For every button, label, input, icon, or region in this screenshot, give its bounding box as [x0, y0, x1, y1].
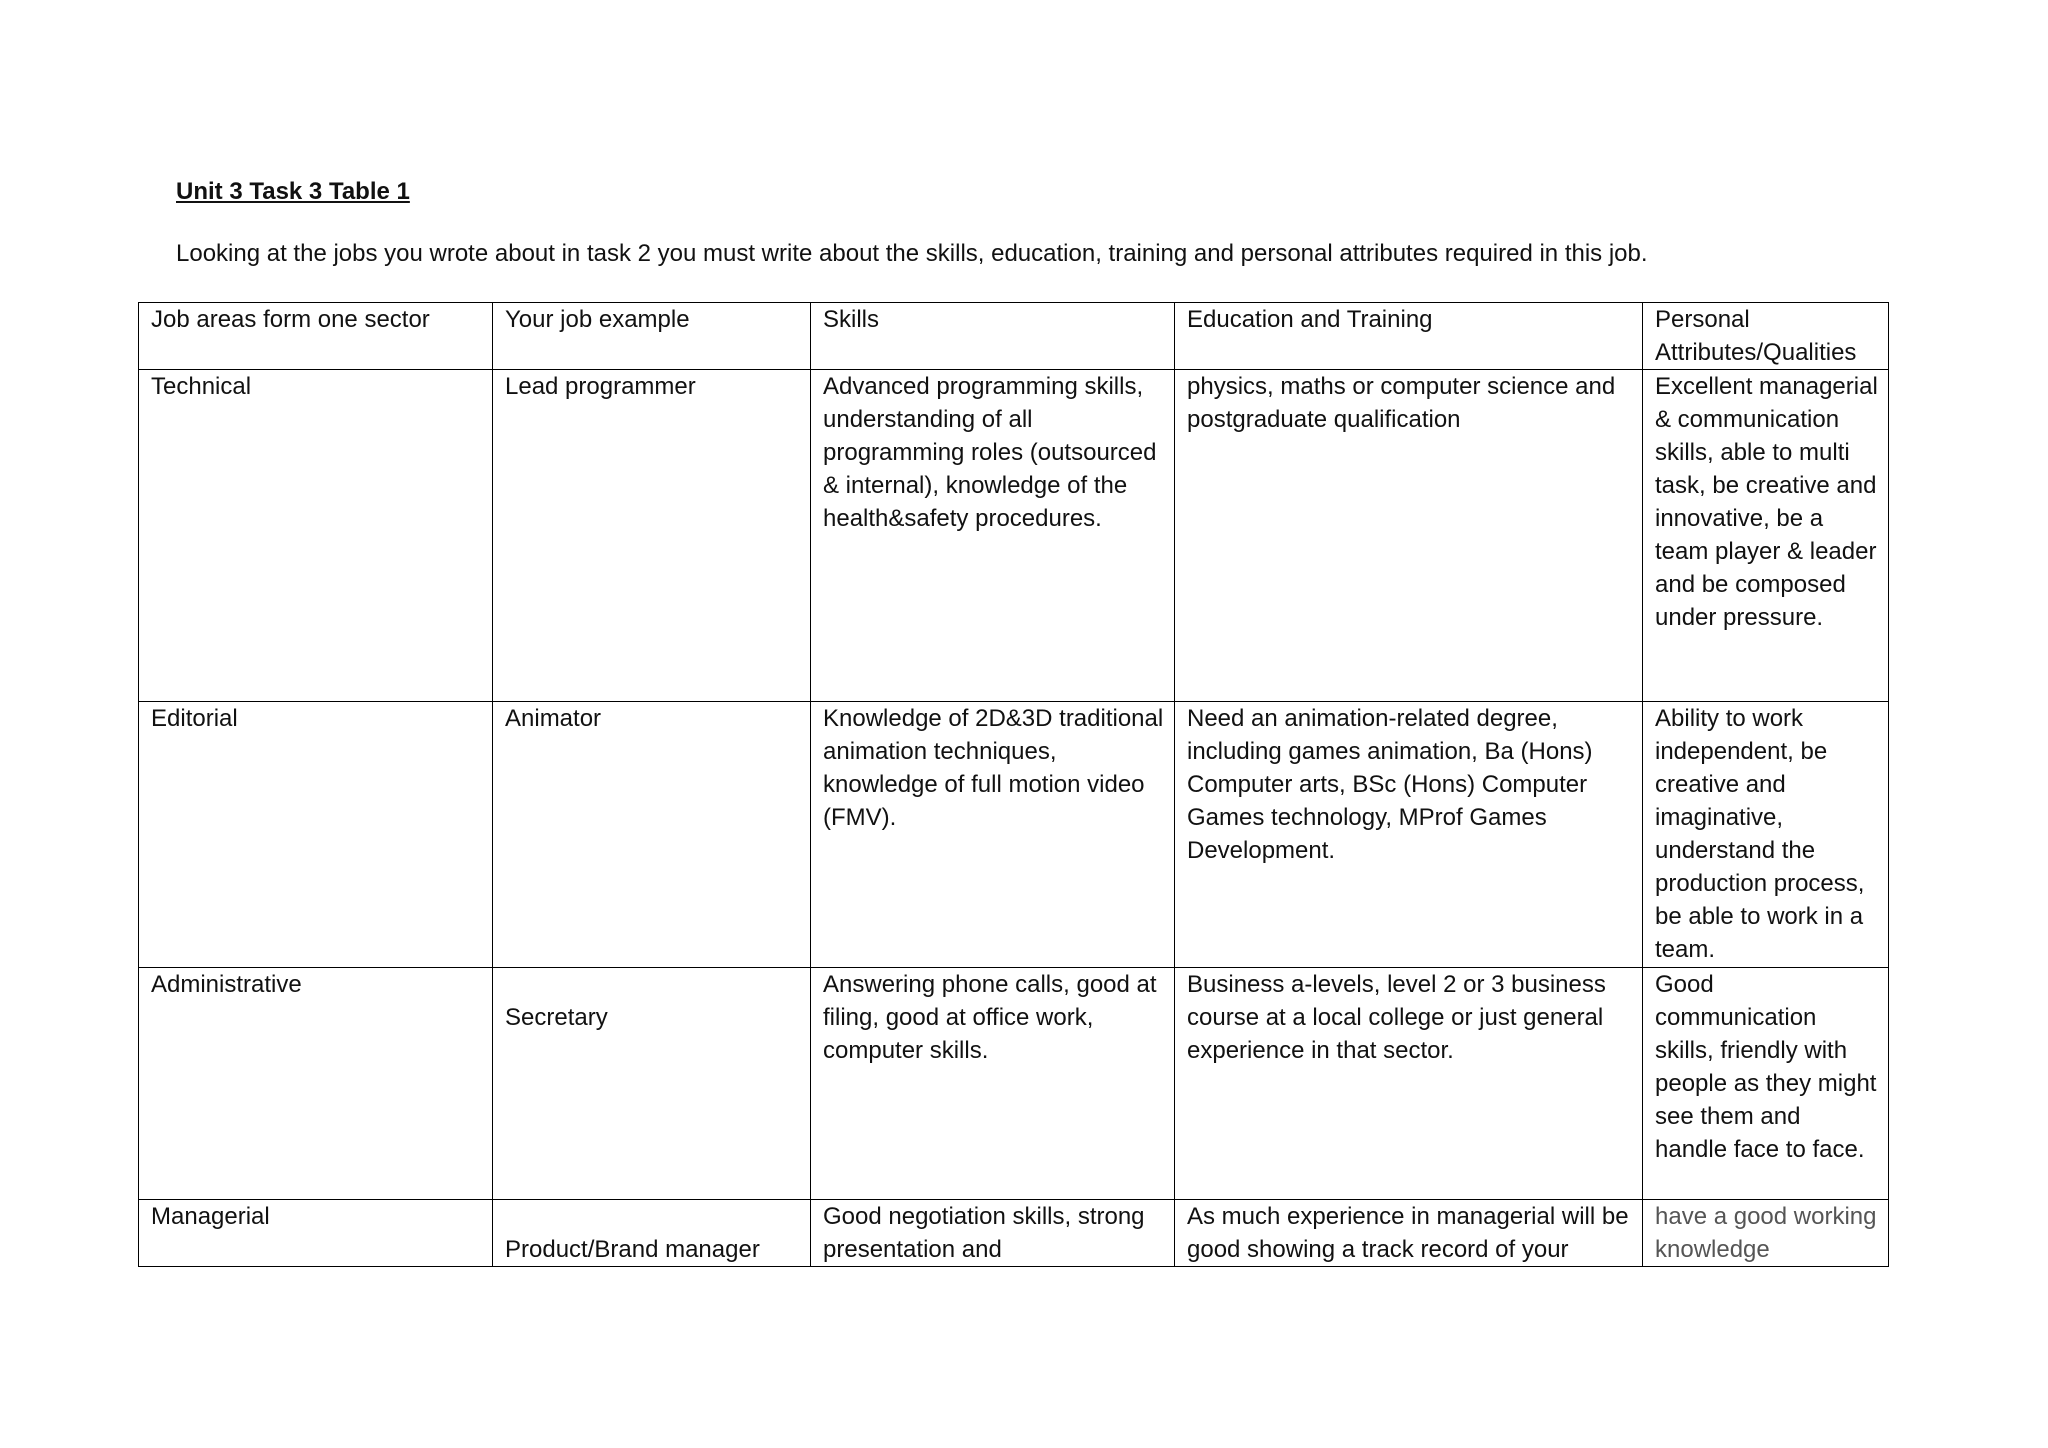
cell-education: physics, maths or computer science and postgraduate qualification	[1175, 370, 1643, 702]
cell-attributes: Excellent managerial & communication skills, able to multi task, be creative and innovative, be a team player & leader and be composed under pressure.	[1643, 370, 1889, 702]
cell-job: Lead programmer	[493, 370, 811, 702]
cell-attributes: Ability to work independent, be creative and imaginative, understand the production process, be able to work in a team.	[1643, 702, 1889, 968]
jobs-table	[138, 302, 1889, 1267]
cell-attributes: have a good working knowledge	[1643, 1200, 1889, 1267]
cell-area: Technical	[139, 370, 493, 702]
cell-area: Editorial	[139, 702, 493, 968]
cell-job-text: Secretary	[505, 1004, 608, 1031]
header-job-example: Your job example	[493, 303, 811, 370]
cell-education: As much experience in managerial will be good showing a track record of your	[1175, 1200, 1643, 1267]
table-header-row	[139, 303, 1889, 370]
cell-area: Administrative	[139, 968, 493, 1200]
cell-job: Animator	[493, 702, 811, 968]
header-skills: Skills	[811, 303, 1175, 370]
table-row	[139, 702, 1889, 968]
table-row	[139, 968, 1889, 1200]
table-row	[139, 370, 1889, 702]
cell-education: Need an animation-related degree, including games animation, Ba (Hons) Computer arts, BSc (Hons) Computer Games technology, MProf Games Development.	[1175, 702, 1643, 968]
header-education: Education and Training	[1175, 303, 1643, 370]
cell-skills: Knowledge of 2D&3D traditional animation techniques, knowledge of full motion video (FMV).	[811, 702, 1175, 968]
header-job-areas: Job areas form one sector	[139, 303, 493, 370]
document-title: Unit 3 Task 3 Table 1	[176, 178, 410, 205]
cell-job-text: Product/Brand manager	[505, 1236, 760, 1263]
cell-attributes: Good communication skills, friendly with people as they might see them and handle face to face.	[1643, 968, 1889, 1200]
cell-education: Business a-levels, level 2 or 3 business course at a local college or just general experience in that sector.	[1175, 968, 1643, 1200]
table-row	[139, 1200, 1889, 1267]
cell-skills: Good negotiation skills, strong presentation and	[811, 1200, 1175, 1267]
cell-area: Managerial	[139, 1200, 493, 1267]
cell-skills: Advanced programming skills, understanding of all programming roles (outsourced & internal), knowledge of the health&safety procedures.	[811, 370, 1175, 702]
cell-job	[493, 1200, 811, 1267]
cell-skills: Answering phone calls, good at filing, good at office work, computer skills.	[811, 968, 1175, 1200]
document-intro: Looking at the jobs you wrote about in task 2 you must write about the skills, education, training and personal attributes required in this job.	[176, 240, 1648, 267]
cell-job	[493, 968, 811, 1200]
header-attributes: Personal Attributes/Qualities	[1643, 303, 1889, 370]
